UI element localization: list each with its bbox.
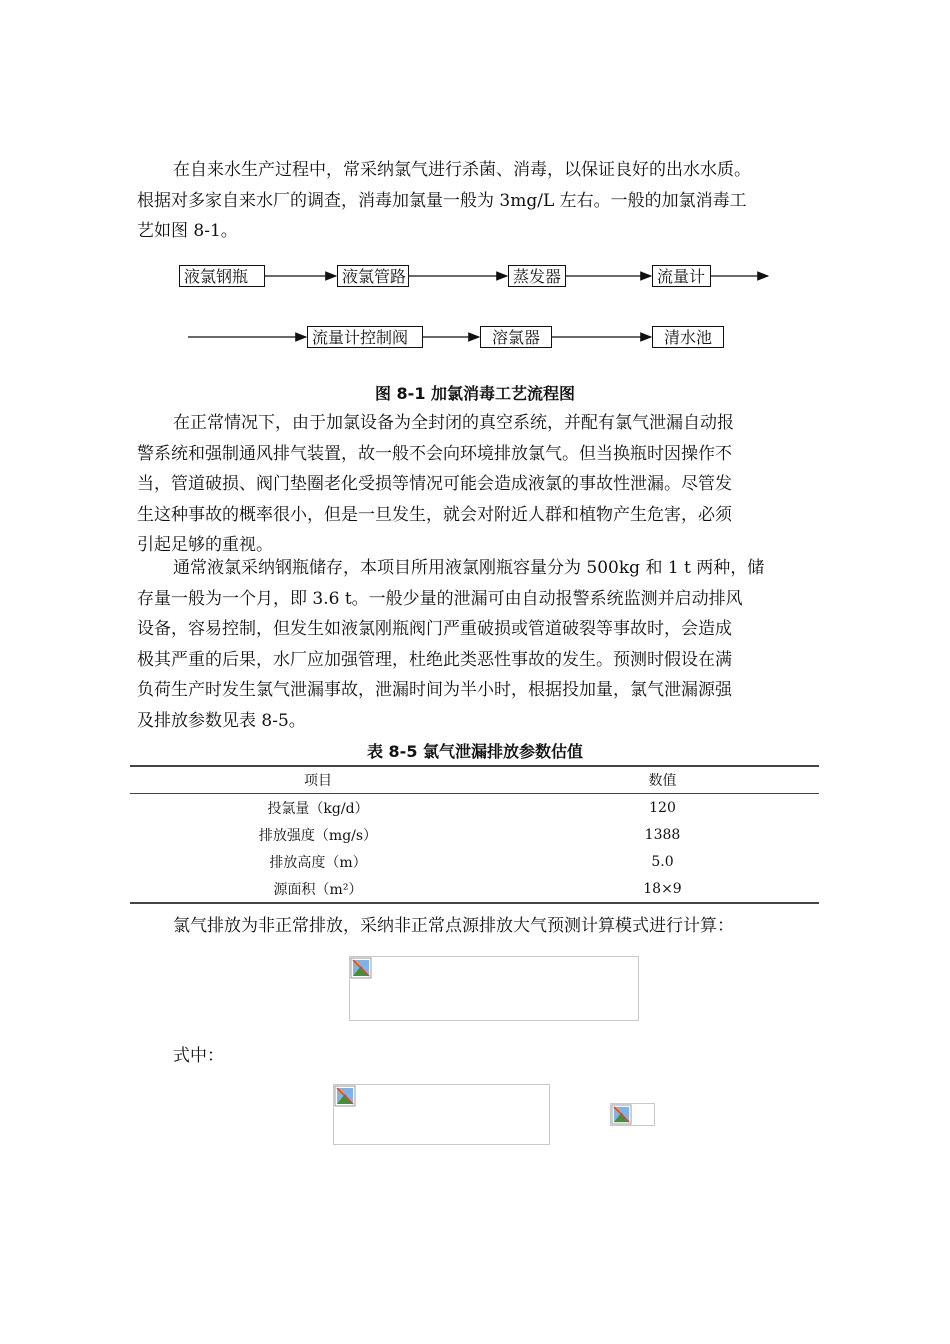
broken-image-icon	[350, 957, 372, 979]
table-title: 表 8-5 氯气泄漏排放参数估值	[366, 742, 584, 761]
text-line: 极其严重的后果，水厂应加强管理，杜绝此类恶性事故的发生。预测时假设在满	[137, 649, 732, 670]
table-header-row	[130, 766, 819, 794]
text-line: 式中：	[173, 1046, 224, 1066]
text-line: 存量一般为一个月，即 3.6 t。一般少量的泄漏可由自动报警系统监测并启动排风	[137, 588, 743, 609]
table-row	[130, 848, 819, 875]
text-line: 在正常情况下，由于加氯设备为全封闭的真空系统，并配有氯气泄漏自动报	[173, 413, 734, 433]
table-row	[130, 794, 819, 822]
flowchart-arrows	[0, 0, 950, 360]
text-line: 艺如图 8-1。	[137, 221, 238, 241]
flow-node-pipeline: 液氯管路	[337, 265, 409, 287]
row-label: 投氯量（kg/d）	[267, 800, 369, 817]
normal-condition-paragraph	[137, 408, 817, 561]
row-value: 18×9	[506, 875, 819, 903]
formula-image	[333, 1084, 550, 1145]
flow-node-clearwell: 清水池	[652, 326, 724, 348]
flow-node-chlorinator: 溶氯器	[480, 326, 552, 348]
text-line: 根据对多家自来水厂的调查，消毒加氯量一般为 3mg/L 左右。一般的加氯消毒工	[137, 190, 747, 211]
flow-node-control-valve: 流量计控制阀	[307, 326, 423, 348]
row-value: 1388	[644, 826, 681, 843]
broken-image-icon	[611, 1104, 632, 1125]
emission-parameters-table	[130, 765, 819, 904]
row-label: 排放高度（m）	[269, 854, 367, 871]
table-row	[130, 821, 819, 848]
flow-node-evaporator: 蒸发器	[508, 265, 566, 287]
text-line: 生这种事故的概率很小，但是一旦发生，就会对附近人群和植物产生危害，必须	[137, 504, 732, 525]
text-line: 氯气排放为非正常排放，采纳非正常点源排放大气预测计算模式进行计算：	[173, 916, 734, 936]
text-line: 及排放参数见表 8-5。	[137, 710, 306, 731]
storage-paragraph	[137, 553, 817, 736]
header-item: 项目	[130, 766, 506, 794]
row-value: 5.0	[651, 853, 674, 870]
text-line: 在自来水生产过程中，常采纳氯气进行杀菌、消毒，以保证良好的出水水质。	[173, 160, 751, 180]
header-value: 数值	[506, 766, 819, 794]
row-label: 排放强度（mg/s）	[258, 827, 378, 844]
row-value: 120	[649, 799, 676, 816]
flow-node-flowmeter: 流量计	[652, 265, 711, 287]
text-line: 引起足够的重视。	[137, 535, 273, 555]
where-label	[137, 1041, 817, 1072]
broken-image-icon	[334, 1085, 356, 1107]
flow-node-cylinder: 液氯钢瓶	[179, 265, 265, 287]
text-line: 警系统和强制通风排气装置，故一般不会向环境排放氯气。但当换瓶时因操作不	[137, 443, 732, 464]
figure-caption: 图 8-1 加氯消毒工艺流程图	[374, 384, 576, 403]
row-label: 源面积（m²）	[130, 875, 506, 903]
text-line: 设备，容易控制，但发生如液氯刚瓶阀门严重破损或管道破裂等事故时，会造成	[137, 619, 732, 639]
text-line: 当，管道破损、阀门垫圈老化受损等情况可能会造成液氯的事故性泄漏。尽管发	[137, 474, 732, 494]
table-row	[130, 875, 819, 903]
text-line: 负荷生产时发生氯气泄漏事故，泄漏时间为半小时，根据投加量，氯气泄漏源强	[137, 680, 732, 700]
calculation-paragraph	[137, 911, 817, 942]
text-line: 通常液氯采纳钢瓶储存，本项目所用液氯刚瓶容量分为 500kg 和 1 t 两种，储	[173, 558, 765, 578]
formula-image	[349, 956, 639, 1021]
formula-image	[610, 1103, 655, 1126]
